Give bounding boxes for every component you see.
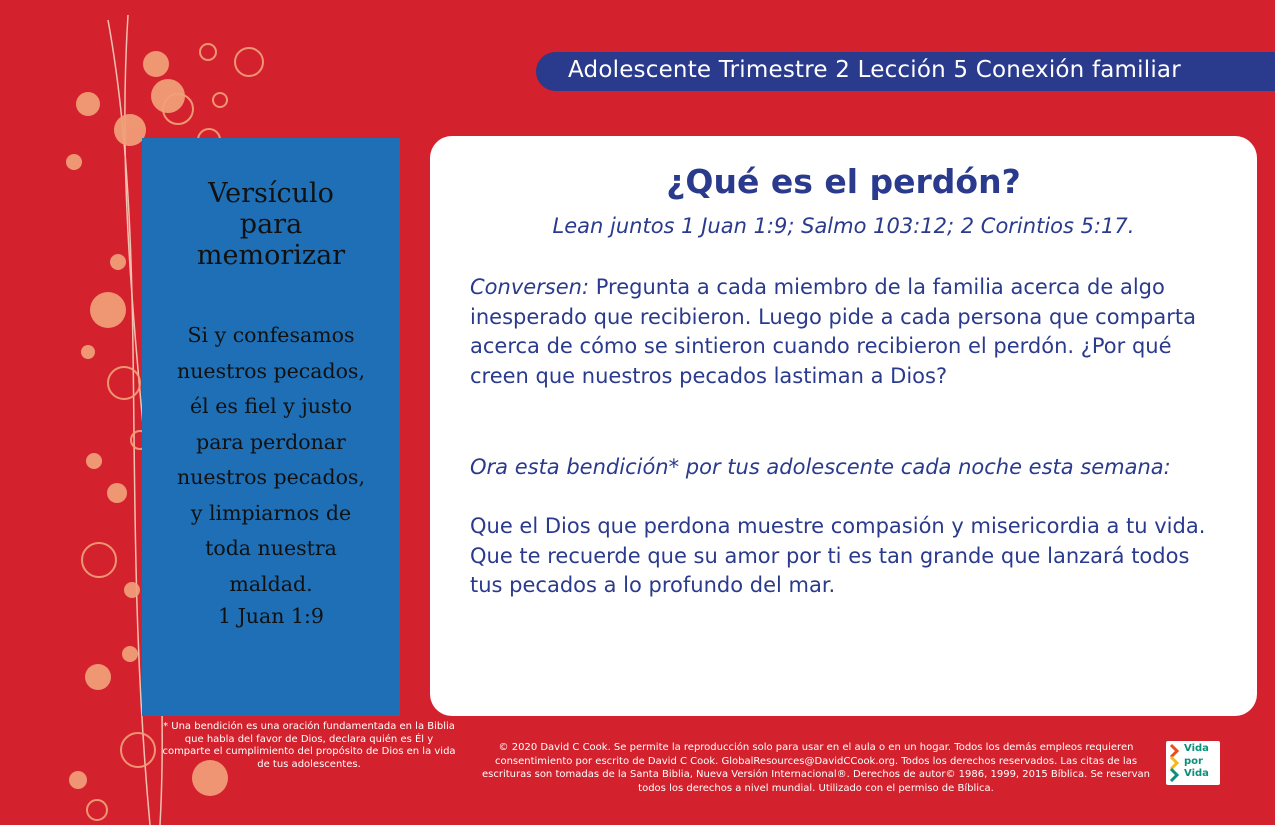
blessing-footnote: * Una bendición es una oración fundamentada en la Biblia que habla del favor de Dios, declara quién es Él y comparte el cumplimiento del propósito de Dios en la vida de tus adolescentes. [162, 721, 456, 770]
lesson-title: ¿Qué es el perdón? [666, 162, 1021, 201]
memory-verse-panel [142, 138, 400, 716]
logo-mark-icon [1168, 743, 1184, 783]
logo-text: Vida por Vida [1184, 743, 1209, 779]
copyright-notice: © 2020 David C Cook. Se permite la reproducción solo para usar en el aula o en un hogar. Todos los demás empleos requieren consentimiento por escrito de David C Cook. GlobalResources@DavidCCook.org. Todos los derechos reservados. Las citas de las escrituras son tomadas de la Santa Biblia, Nueva Versión Internacional®. Derechos de autor© 1986, 1999, 2015 Bíblica. Se reservan todos los derechos a nivel mundial. Utilizado con el permiso de Bíblica. [481, 742, 1151, 795]
blessing-label: Ora esta bendición* por tus adolescente cada noche esta semana: [470, 455, 1171, 479]
memory-verse-reference: 1 Juan 1:9 [218, 604, 324, 628]
lesson-reading: Lean juntos 1 Juan 1:9; Salmo 103:12; 2 Corintios 5:17. [552, 214, 1135, 238]
memory-verse-title: Versículo para memorizar [196, 178, 346, 271]
memory-verse-text: Si y confesamos nuestros pecados, él es fiel y justo para perdonar nuestros pecados, y limpiarnos de toda nuestra maldad. [177, 323, 365, 596]
discussion-paragraph [470, 273, 1210, 391]
discussion-text: Pregunta a cada miembro de la familia acerca de algo inesperado que recibieron. Luego pide a cada persona que comparta acerca de cómo se sintieron cuando recibieron el perdón. ¿Por qué creen que nuestros pecados lastiman a Dios? [470, 275, 1196, 388]
vida-por-vida-logo [1166, 741, 1220, 785]
lesson-card [430, 136, 1257, 716]
header-title: Adolescente Trimestre 2 Lección 5 Conexión familiar [568, 57, 1181, 83]
discussion-label: Conversen: [470, 275, 590, 299]
blessing-text: Que el Dios que perdona muestre compasión y misericordia a tu vida. Que te recuerde que su amor por ti es tan grande que lanzará todos tus pecados a lo profundo del mar. [470, 514, 1206, 597]
